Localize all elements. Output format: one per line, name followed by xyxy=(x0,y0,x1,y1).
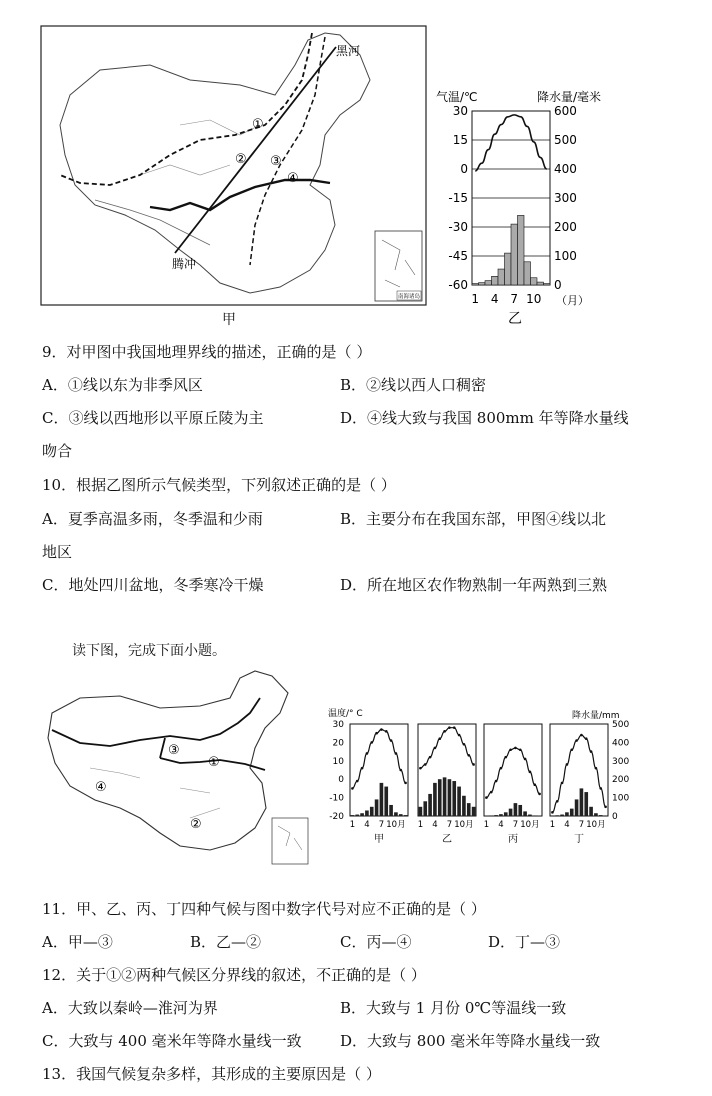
charts4-temp-point xyxy=(424,763,427,766)
charts4-precip-bar xyxy=(589,807,593,816)
chart-yi-ylabel-right: 降水量/毫米 xyxy=(537,90,602,104)
line-label-2: ② xyxy=(235,152,247,167)
charts4-precip-bar xyxy=(472,807,476,816)
charts4-panel-frame xyxy=(484,724,542,816)
charts4-left-tick: 0 xyxy=(338,775,344,786)
china-map-jia xyxy=(40,25,428,307)
charts4-temp-point xyxy=(351,787,354,790)
charts4-temp-point xyxy=(504,756,507,759)
chart-yi-left-tick: -15 xyxy=(448,191,468,205)
charts4-temp-line xyxy=(420,728,473,768)
chart-yi-left-tick: -30 xyxy=(448,220,468,234)
charts4-temp-line xyxy=(486,748,539,798)
charts4-precip-bar xyxy=(360,813,364,816)
line-label-3: ③ xyxy=(270,154,282,169)
charts4-temp-point xyxy=(599,787,602,790)
q9-stem: 9．对甲图中我国地理界线的描述，正确的是（ ） xyxy=(42,343,372,361)
chart-yi-left-tick: -45 xyxy=(448,249,468,263)
charts4-temp-point xyxy=(467,754,470,757)
charts4-x-tick: 7 xyxy=(446,820,453,830)
charts4-left-tick: -10 xyxy=(329,793,344,804)
charts4-right-tick: 500 xyxy=(612,720,630,730)
charts4-precip-bar xyxy=(370,807,374,816)
chart-yi-left-tick: 30 xyxy=(452,104,468,118)
chart-yi-right-tick: 600 xyxy=(554,104,577,118)
charts4-precip-bar xyxy=(570,809,574,816)
charts4-temp-point xyxy=(453,726,456,729)
place-tengchong: 腾冲 xyxy=(172,257,197,271)
charts4-panel-label: 甲 xyxy=(374,834,384,844)
charts4-x-tick: 7 xyxy=(512,820,519,830)
charts4-precip-bar xyxy=(560,815,564,816)
charts4-temp-point xyxy=(404,782,407,785)
charts4-right-tick: 100 xyxy=(612,793,630,804)
charts4-temp-point xyxy=(561,782,564,785)
charts4-temp-point xyxy=(500,767,503,770)
charts4-temp-point xyxy=(448,726,451,729)
charts4-temp-point xyxy=(463,743,466,746)
q11-option-d[interactable]: D．丁—③ xyxy=(488,933,561,951)
charts4-right-tick: 200 xyxy=(612,775,630,786)
q10-option-a[interactable]: A．夏季高温多雨，冬季温和少雨 xyxy=(42,510,263,528)
charts4-precip-bar xyxy=(489,815,493,816)
charts4-x-tick: 7 xyxy=(378,820,385,830)
charts4-temp-point xyxy=(529,771,532,774)
charts4-temp-point xyxy=(495,780,498,783)
chart-yi-left-tick: 0 xyxy=(460,162,468,176)
charts4-temp-point xyxy=(395,752,398,755)
charts4-temp-point xyxy=(370,741,373,744)
q9-option-d-cont: 吻合 xyxy=(42,442,73,460)
chart-yi-x-tick: 10 xyxy=(526,292,542,306)
charts4-temp-label: 温度/° C xyxy=(328,709,363,719)
chart-yi-precip-bar xyxy=(492,276,499,285)
chart-yi-x-unit: （月） xyxy=(556,294,589,307)
charts4-precip-bar xyxy=(499,814,503,816)
charts4-precip-bar xyxy=(523,811,527,816)
charts4-temp-point xyxy=(533,783,536,786)
charts4-precip-bar xyxy=(551,815,555,816)
charts4-x-tick: 10月 xyxy=(386,820,406,830)
chart-yi-right-tick: 200 xyxy=(554,220,577,234)
charts4-precip-bar xyxy=(504,812,508,816)
climate-charts-four xyxy=(320,702,638,844)
q10-option-d[interactable]: D．所在地区农作物熟制一年两熟到三熟 xyxy=(340,576,608,594)
charts4-precip-bar xyxy=(394,812,398,816)
charts4-precip-bar xyxy=(443,777,447,816)
charts4-temp-point xyxy=(472,763,475,766)
chart-yi-precip-bar xyxy=(472,284,479,285)
q12-option-b[interactable]: B．大致与 1 月份 0℃等温线一致 xyxy=(340,999,567,1017)
charts4-right-tick: 300 xyxy=(612,756,630,767)
charts4-precip-bar xyxy=(380,783,384,816)
region-label-3: ③ xyxy=(168,743,180,758)
chart-yi-x-tick: 4 xyxy=(490,292,499,306)
q10-stem: 10．根据乙图所示气候类型，下列叙述正确的是（ ） xyxy=(42,476,396,494)
chart-yi-precip-bar xyxy=(537,282,544,285)
chart-yi-precip-bar xyxy=(518,215,525,285)
q11-option-c[interactable]: C．丙—④ xyxy=(340,933,412,951)
charts4-temp-point xyxy=(524,758,527,761)
charts4-temp-line xyxy=(352,730,405,789)
q12-option-c[interactable]: C．大致与 400 毫米年等降水量线一致 xyxy=(42,1032,302,1050)
charts4-precip-bar xyxy=(438,779,442,816)
charts4-x-tick: 1 xyxy=(349,820,356,830)
charts4-temp-point xyxy=(556,800,559,803)
charts4-precip-bar xyxy=(575,799,579,816)
charts4-temp-point xyxy=(551,811,554,814)
charts4-precip-bar xyxy=(565,812,569,816)
charts4-precip-bar xyxy=(528,815,532,816)
charts4-left-tick: 10 xyxy=(332,756,344,767)
q9-option-c[interactable]: C．③线以西地形以平原丘陵为主 xyxy=(42,409,264,427)
charts4-x-tick: 7 xyxy=(578,820,585,830)
charts4-temp-point xyxy=(595,767,598,770)
q10-option-b[interactable]: B．主要分布在我国东部，甲图④线以北 xyxy=(340,510,607,528)
chart-yi-x-tick: 7 xyxy=(510,292,519,306)
charts4-temp-point xyxy=(566,763,569,766)
charts4-temp-point xyxy=(356,780,359,783)
chart-yi-precip-bar xyxy=(531,278,538,285)
inset-label: 南海诸岛 xyxy=(398,294,421,300)
charts4-x-tick: 4 xyxy=(498,820,504,830)
q11-option-a[interactable]: A．甲—③ xyxy=(42,933,113,951)
charts4-precip-bar xyxy=(433,783,437,816)
charts4-temp-point xyxy=(380,728,383,731)
charts4-precip-bar xyxy=(518,805,522,816)
chart-yi-precip-bar xyxy=(511,224,518,285)
q10-option-c[interactable]: C．地处四川盆地，冬季寒冷干燥 xyxy=(42,576,264,594)
q9-option-b[interactable]: B．②线以西人口稠密 xyxy=(340,376,487,394)
chart-yi-precip-bar xyxy=(485,281,492,285)
charts4-temp-point xyxy=(438,737,441,740)
q12-option-d[interactable]: D．大致与 800 毫米年等降水量线一致 xyxy=(340,1032,601,1050)
charts4-temp-point xyxy=(575,739,578,742)
charts4-temp-point xyxy=(485,796,488,799)
charts4-temp-point xyxy=(399,769,402,772)
charts4-precip-bar xyxy=(399,814,403,816)
chart-yi-ylabel-left: 气温/℃ xyxy=(436,90,478,104)
charts4-x-tick: 4 xyxy=(564,820,570,830)
charts4-precip-bar xyxy=(533,815,537,816)
charts4-temp-point xyxy=(509,748,512,751)
q9-option-d[interactable]: D．④线大致与我国 800mm 年等降水量线 xyxy=(340,409,629,427)
charts4-temp-point xyxy=(585,737,588,740)
charts4-precip-bar xyxy=(404,815,408,816)
charts4-precip-bar xyxy=(604,815,608,816)
charts4-temp-point xyxy=(570,748,573,751)
charts4-precip-label: 降水量/mm xyxy=(572,711,620,721)
climate-chart-yi xyxy=(430,85,620,330)
q10-option-b-cont: 地区 xyxy=(42,543,73,561)
chart-yi-precip-bar xyxy=(544,284,551,285)
chart-yi-right-tick: 500 xyxy=(554,133,577,147)
charts4-right-tick: 0 xyxy=(612,812,618,822)
charts4-precip-bar xyxy=(580,788,584,816)
charts4-precip-bar xyxy=(467,803,471,816)
q13-stem: 13．我国气候复杂多样，其形成的主要原因是（ ） xyxy=(42,1065,381,1083)
chart-yi-right-tick: 0 xyxy=(554,278,562,292)
charts4-panel-label: 乙 xyxy=(442,834,452,844)
charts4-x-tick: 4 xyxy=(432,820,438,830)
charts4-precip-bar xyxy=(423,801,427,816)
charts4-panel-label: 丙 xyxy=(508,834,518,844)
charts4-x-tick: 1 xyxy=(549,820,556,830)
charts4-precip-bar xyxy=(365,810,369,816)
charts4-temp-point xyxy=(490,791,493,794)
charts4-temp-point xyxy=(580,734,583,737)
charts4-precip-bar xyxy=(384,787,388,816)
charts4-temp-line xyxy=(552,735,605,812)
charts4-temp-point xyxy=(514,747,517,750)
chart-yi-right-tick: 100 xyxy=(554,249,577,263)
charts4-precip-bar xyxy=(375,799,379,816)
charts4-temp-point xyxy=(519,748,522,751)
charts4-precip-bar xyxy=(494,815,498,816)
charts4-temp-point xyxy=(390,739,393,742)
charts4-precip-bar xyxy=(457,787,461,816)
charts4-temp-point xyxy=(458,734,461,737)
charts4-temp-point xyxy=(385,730,388,733)
chart-yi-precip-bar xyxy=(505,253,512,285)
charts4-precip-bar xyxy=(462,796,466,816)
charts4-x-tick: 10月 xyxy=(520,820,540,830)
charts4-temp-point xyxy=(419,767,422,770)
chart-caption-yi: 乙 xyxy=(508,311,522,327)
chart-yi-right-tick: 300 xyxy=(554,191,577,205)
china-climate-map xyxy=(40,668,312,868)
charts4-temp-point xyxy=(375,732,378,735)
charts4-precip-bar xyxy=(452,781,456,816)
q11-stem: 11．甲、乙、丙、丁四种气候与图中数字代号对应不正确的是（ ） xyxy=(42,900,486,918)
region-label-4: ④ xyxy=(95,780,107,795)
q9-option-a[interactable]: A．①线以东为非季风区 xyxy=(42,376,203,394)
charts4-temp-point xyxy=(429,756,432,759)
region-label-1: ① xyxy=(208,755,220,770)
charts4-precip-bar xyxy=(584,792,588,816)
charts4-precip-bar xyxy=(351,815,355,816)
charts4-precip-bar xyxy=(514,803,518,816)
chart-yi-left-tick: 15 xyxy=(452,133,468,147)
charts4-x-tick: 10月 xyxy=(586,820,606,830)
chart-yi-x-tick: 1 xyxy=(471,292,480,306)
charts4-temp-point xyxy=(366,752,369,755)
charts4-precip-bar xyxy=(509,809,513,816)
charts4-panel-frame xyxy=(350,724,408,816)
q11-option-b[interactable]: B．乙—② xyxy=(190,933,262,951)
chart-yi-precip-bar xyxy=(524,262,531,285)
charts4-precip-bar xyxy=(355,815,359,816)
intro-text: 读下图，完成下面小题。 xyxy=(72,643,226,659)
chart-yi-precip-bar xyxy=(479,283,486,285)
charts4-precip-bar xyxy=(555,815,559,816)
region-label-2: ② xyxy=(190,817,202,832)
charts4-left-tick: 30 xyxy=(332,720,344,730)
charts4-x-tick: 1 xyxy=(483,820,490,830)
charts4-panel-label: 丁 xyxy=(574,834,584,844)
charts4-left-tick: 20 xyxy=(332,738,344,749)
q12-stem: 12．关于①②两种气候区分界线的叙述，不正确的是（ ） xyxy=(42,966,426,984)
charts4-precip-bar xyxy=(389,805,393,816)
charts4-precip-bar xyxy=(599,815,603,816)
place-heihe: 黑河 xyxy=(336,44,361,58)
charts4-x-tick: 4 xyxy=(364,820,370,830)
map-caption-jia: 甲 xyxy=(222,312,236,328)
charts4-temp-point xyxy=(443,730,446,733)
charts4-temp-point xyxy=(361,767,364,770)
charts4-temp-point xyxy=(604,806,607,809)
q12-option-a[interactable]: A．大致以秦岭—淮河为界 xyxy=(42,999,218,1017)
chart-yi-precip-bar xyxy=(498,269,505,285)
charts4-x-tick: 1 xyxy=(417,820,424,830)
charts4-x-tick: 10月 xyxy=(454,820,474,830)
line-label-1: ① xyxy=(252,117,264,132)
charts4-temp-point xyxy=(590,750,593,753)
charts4-precip-bar xyxy=(428,794,432,816)
line-label-4: ④ xyxy=(287,171,299,186)
charts4-left-tick: -20 xyxy=(329,812,344,822)
charts4-precip-bar xyxy=(594,813,598,816)
charts4-precip-bar xyxy=(419,807,423,816)
charts4-precip-bar xyxy=(448,779,452,816)
charts4-right-tick: 400 xyxy=(612,738,630,749)
chart-yi-left-tick: -60 xyxy=(448,278,468,292)
charts4-temp-point xyxy=(538,793,541,796)
charts4-temp-point xyxy=(434,747,437,750)
chart-yi-right-tick: 400 xyxy=(554,162,577,176)
